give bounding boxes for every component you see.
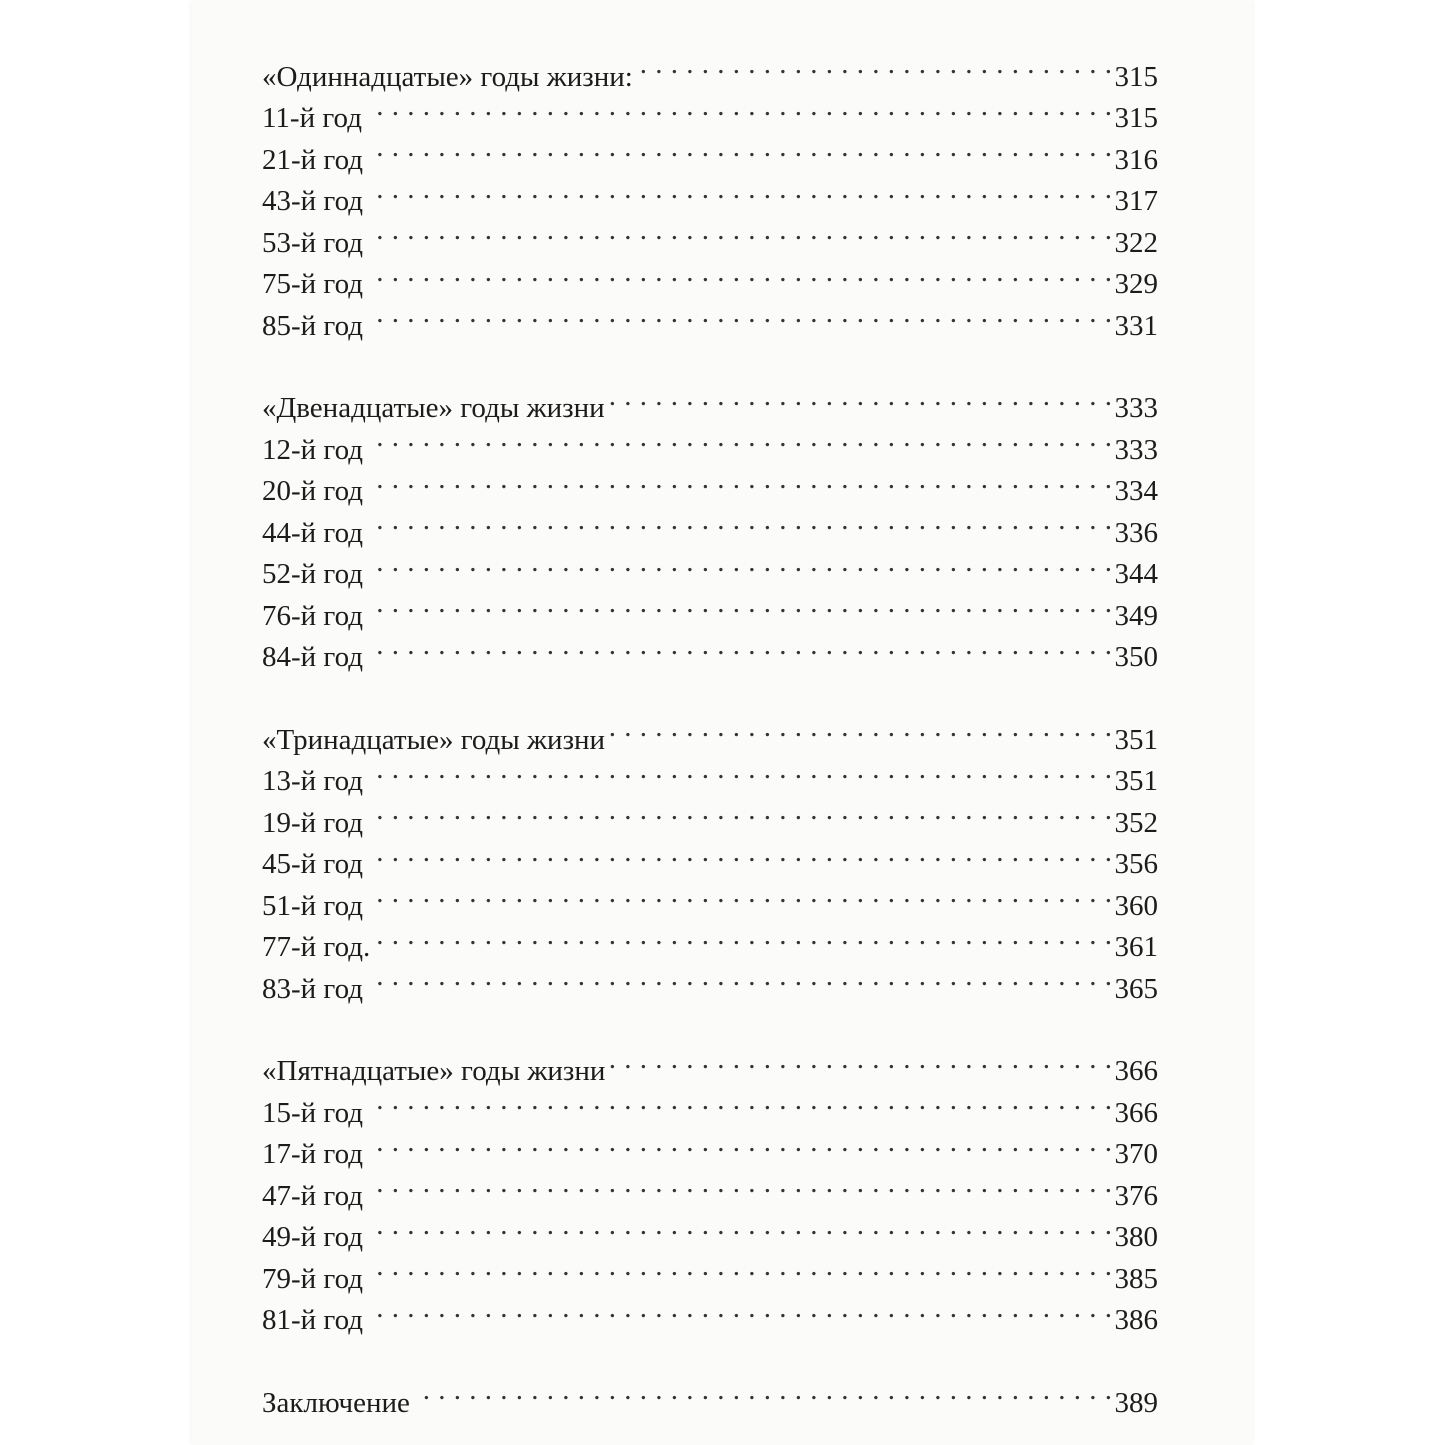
toc-entry (262, 293, 1158, 342)
toc-entry-page-number: 366 (1114, 1096, 1158, 1129)
toc-entry-page-number: 316 (1114, 143, 1158, 176)
toc-section (262, 44, 1158, 342)
toc-entry-page-number: 389 (1114, 1386, 1158, 1419)
dot-leader (367, 625, 1112, 667)
toc-entry-title: 83-й год (262, 972, 364, 1005)
toc-entry-title: 81-й год (262, 1304, 364, 1336)
table-of-contents (262, 44, 1158, 1419)
dot-leader (367, 169, 1112, 211)
toc-entry-page-number: 356 (1114, 848, 1158, 880)
toc-entry-title: 77-й год. (262, 931, 371, 963)
dot-leader (367, 1246, 1112, 1288)
toc-entry (262, 832, 1158, 880)
toc-entry-title: 17-й год (262, 1138, 364, 1170)
toc-entry (262, 583, 1158, 632)
toc-entry-title: 79-й год (262, 1262, 364, 1295)
toc-entry-page-number: 366 (1114, 1055, 1158, 1087)
toc-entry (262, 252, 1158, 300)
dot-leader (367, 873, 1112, 915)
toc-entry (262, 625, 1158, 673)
toc-entry-title: 85-й год (262, 309, 364, 342)
toc-entry-page-number: 329 (1114, 268, 1158, 300)
dot-leader (367, 542, 1112, 584)
toc-entry (262, 1163, 1158, 1212)
dot-leader (367, 500, 1112, 542)
toc-entry-title: 13-й год (262, 765, 364, 797)
dot-leader (367, 417, 1112, 459)
dot-leader (367, 252, 1112, 294)
toc-entry-page-number: 315 (1114, 102, 1158, 134)
toc-section-heading (262, 376, 1158, 424)
toc-section-heading (262, 1039, 1158, 1087)
toc-entry-page-number: 361 (1114, 931, 1158, 963)
toc-entry (262, 1288, 1158, 1336)
toc-entry-page-number: 350 (1114, 641, 1158, 673)
toc-entry (262, 542, 1158, 590)
toc-section (262, 376, 1158, 673)
toc-entry (262, 86, 1158, 134)
toc-entry (262, 127, 1158, 176)
toc-entry-title: 47-й год (262, 1179, 364, 1212)
toc-entry-page-number: 365 (1114, 972, 1158, 1005)
toc-entry (262, 417, 1158, 466)
toc-section-heading (262, 1370, 1158, 1419)
dot-leader (609, 707, 1112, 749)
dot-leader (374, 915, 1112, 957)
toc-entry-page-number: 322 (1114, 226, 1158, 259)
toc-section (262, 1039, 1158, 1336)
toc-entry-title: «Пятнадцатые» годы жизни (262, 1055, 606, 1087)
toc-entry-page-number: 370 (1114, 1138, 1158, 1170)
toc-entry-page-number: 333 (1114, 433, 1158, 466)
dot-leader (367, 790, 1112, 832)
toc-entry-title: 43-й год (262, 185, 364, 217)
toc-entry-page-number: 349 (1114, 599, 1158, 632)
toc-entry (262, 500, 1158, 549)
toc-entry-title: 45-й год (262, 848, 364, 880)
toc-entry-page-number: 344 (1114, 558, 1158, 590)
dot-leader (637, 44, 1113, 86)
toc-entry-title: 21-й год (262, 143, 364, 176)
toc-entry-title: 19-й год (262, 806, 364, 839)
toc-entry (262, 915, 1158, 963)
dot-leader (367, 459, 1112, 501)
toc-entry-page-number: 333 (1114, 392, 1158, 424)
toc-entry-page-number: 336 (1114, 516, 1158, 549)
toc-entry (262, 210, 1158, 259)
toc-section (262, 1370, 1158, 1419)
dot-leader (414, 1370, 1113, 1412)
toc-entry-page-number: 386 (1114, 1304, 1158, 1336)
dot-leader (367, 1205, 1112, 1247)
dot-leader (367, 1122, 1112, 1164)
toc-entry (262, 1246, 1158, 1295)
toc-entry (262, 1122, 1158, 1170)
toc-entry-page-number: 351 (1114, 765, 1158, 797)
dot-leader (367, 832, 1112, 874)
toc-entry-page-number: 315 (1114, 60, 1158, 93)
toc-entry-title: 84-й год (262, 641, 364, 673)
dot-leader (609, 1039, 1112, 1081)
toc-entry-page-number: 380 (1114, 1221, 1158, 1253)
dot-leader (609, 376, 1113, 418)
toc-entry-title: «Двенадцатые» годы жизни (262, 392, 605, 424)
toc-entry (262, 790, 1158, 839)
toc-entry-page-number: 331 (1114, 309, 1158, 342)
dot-leader (367, 127, 1112, 169)
toc-entry-title: 76-й год (262, 599, 364, 632)
toc-entry (262, 169, 1158, 217)
toc-entry-page-number: 334 (1114, 475, 1158, 507)
dot-leader (367, 210, 1112, 252)
dot-leader (367, 1288, 1112, 1330)
dot-leader (367, 1080, 1112, 1122)
dot-leader (366, 86, 1113, 128)
toc-entry-page-number: 352 (1114, 806, 1158, 839)
toc-entry-title: «Одиннадцатые» годы жизни: (262, 60, 633, 93)
toc-entry (262, 956, 1158, 1005)
toc-entry-title: 53-й год (262, 226, 364, 259)
toc-entry-title: 20-й год (262, 475, 364, 507)
dot-leader (367, 1163, 1112, 1205)
toc-section-heading (262, 44, 1158, 93)
dot-leader (367, 956, 1112, 998)
toc-entry (262, 1080, 1158, 1129)
toc-entry-title: 75-й год (262, 268, 364, 300)
toc-section (262, 707, 1158, 1005)
toc-entry-title: 15-й год (262, 1096, 364, 1129)
toc-entry-page-number: 376 (1114, 1179, 1158, 1212)
toc-entry-title: 44-й год (262, 516, 364, 549)
toc-entry (262, 459, 1158, 507)
toc-entry-page-number: 385 (1114, 1262, 1158, 1295)
toc-entry (262, 873, 1158, 922)
toc-entry-title: 11-й год (262, 102, 362, 134)
toc-section-heading (262, 707, 1158, 756)
dot-leader (367, 749, 1112, 791)
toc-entry (262, 749, 1158, 797)
toc-entry-title: 52-й год (262, 558, 364, 590)
toc-entry-page-number: 317 (1114, 185, 1158, 217)
toc-entry-page-number: 360 (1114, 889, 1158, 922)
toc-entry-title: 51-й год (262, 889, 364, 922)
dot-leader (367, 583, 1112, 625)
toc-entry-title: Заключение (262, 1386, 410, 1419)
toc-entry-page-number: 351 (1114, 723, 1158, 756)
toc-entry-title: «Тринадцатые» годы жизни (262, 723, 606, 756)
dot-leader (367, 293, 1112, 335)
toc-entry-title: 12-й год (262, 433, 364, 466)
toc-entry-title: 49-й год (262, 1221, 364, 1253)
toc-entry (262, 1205, 1158, 1253)
